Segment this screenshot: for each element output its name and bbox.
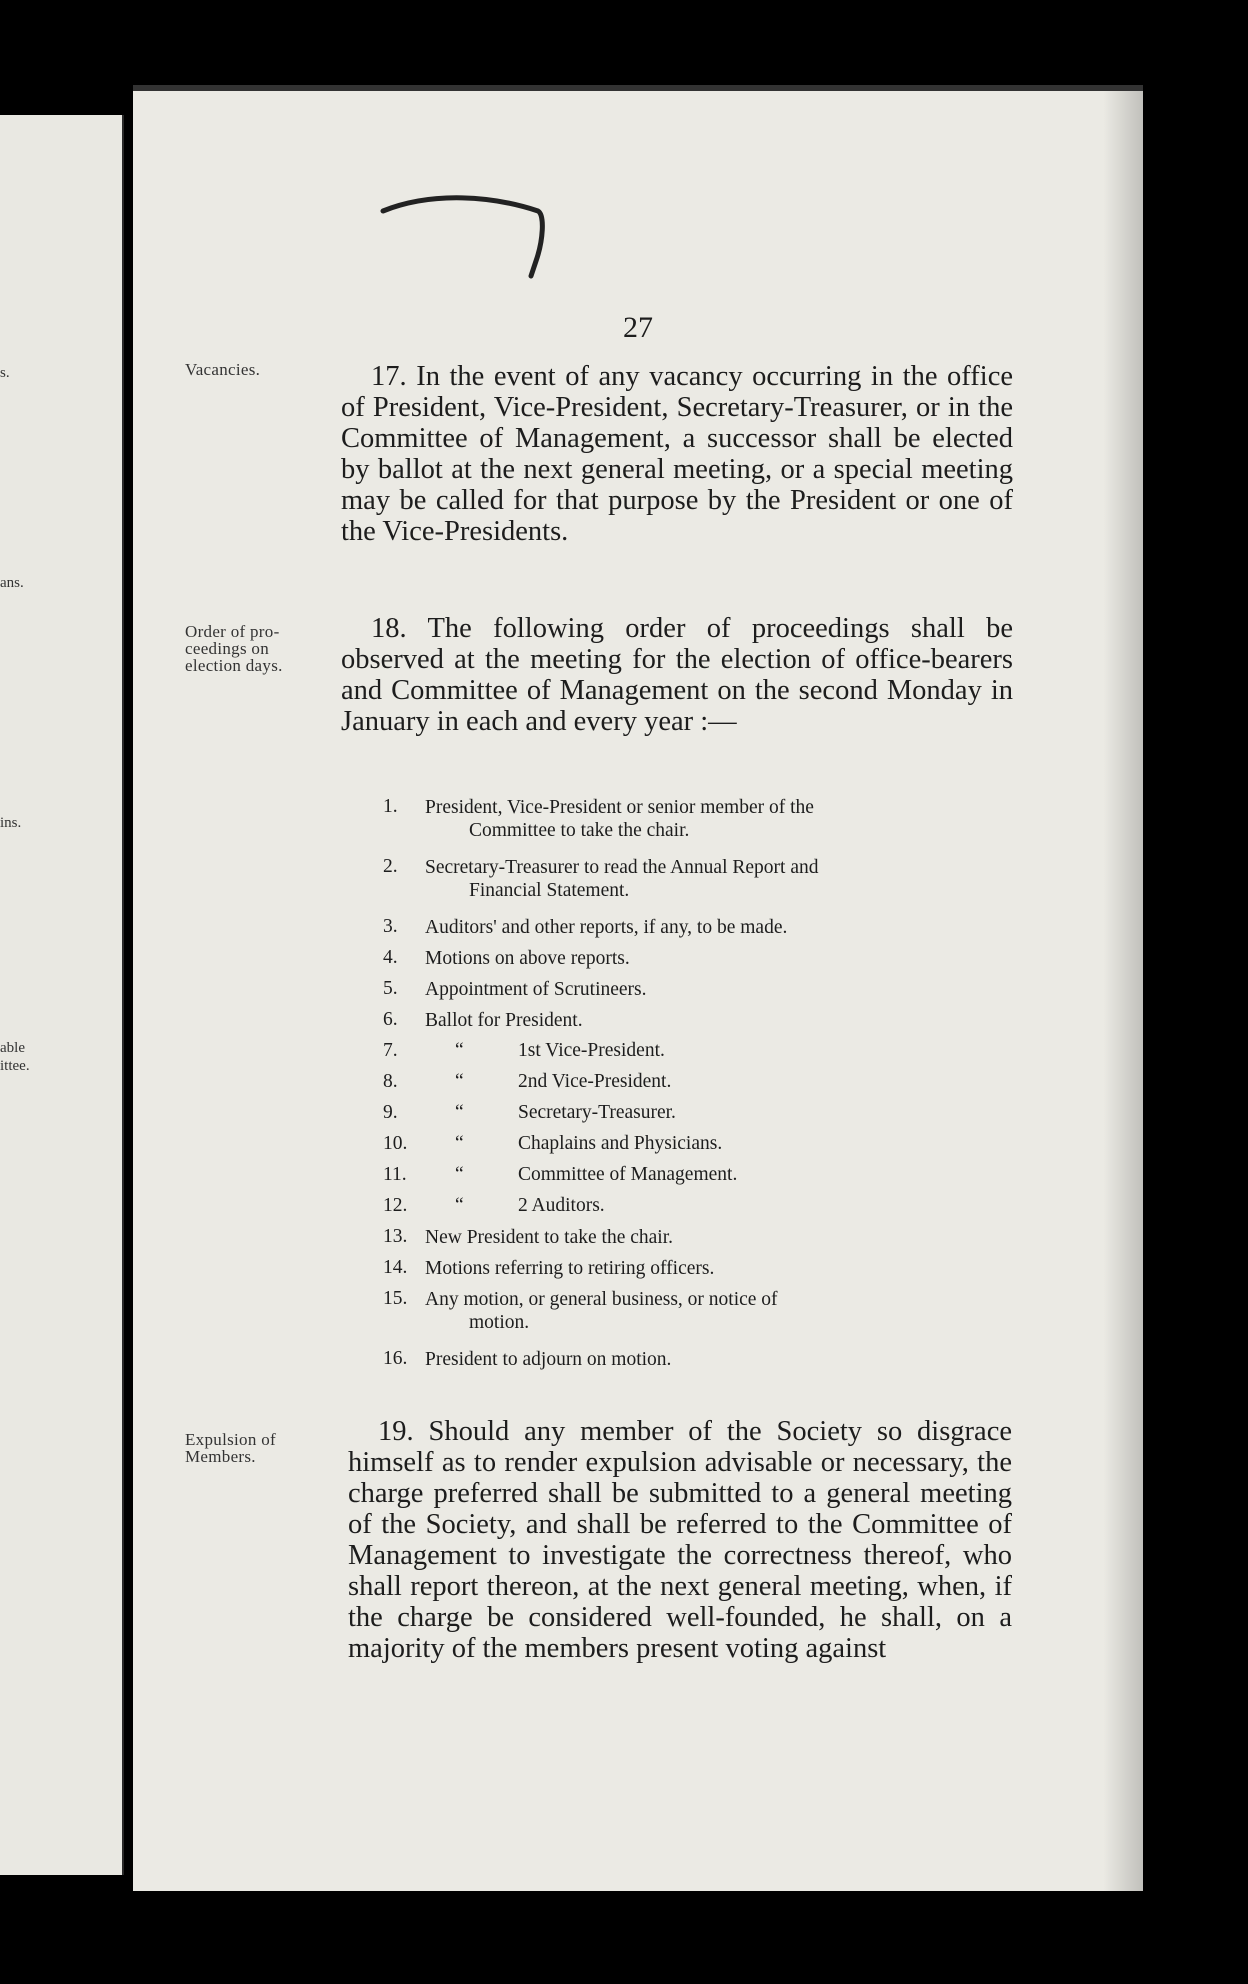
list-text: Auditors' and other reports, if any, to be made. — [425, 917, 788, 938]
list-text: Secretary-Treasurer. — [518, 1102, 676, 1123]
list-text: Ballot for President. — [425, 1010, 583, 1031]
left-fragment: ins. — [0, 815, 22, 831]
list-text: 1st Vice-President. — [518, 1040, 665, 1061]
ditto-mark: “ — [455, 1040, 464, 1061]
left-fragment: s. — [0, 365, 10, 381]
list-number: 5. — [383, 978, 398, 999]
list-text: Appointment of Scrutineers. — [425, 979, 647, 1000]
paragraph-19: 19. Should any member of the Society so disgrace himself as to render expulsion advisable or necessary, the charge preferred shall be submitted to a general meeting of the Society, and shall be referred to the Committee of Management to investigate the correctness thereof, who shall report thereon, at the next general meeting, when, if the charge be considered well-founded, he shall, on a majority of the members present voting against — [348, 1416, 1012, 1664]
list-text: Committee of Management. — [518, 1164, 738, 1185]
list-number: 14. — [383, 1257, 408, 1278]
document-page — [133, 85, 1143, 1891]
list-number: 6. — [383, 1009, 398, 1030]
ditto-mark: “ — [455, 1071, 464, 1092]
ditto-mark: “ — [455, 1102, 464, 1123]
margin-note-line: Expulsion of — [185, 1430, 276, 1449]
list-text: President to adjourn on motion. — [425, 1349, 672, 1370]
list-number: 10. — [383, 1133, 408, 1154]
list-line: Financial Statement. — [469, 880, 630, 901]
left-fragment: ittee. — [0, 1058, 30, 1074]
paragraph-18: 18. The following order of proceedings shall be observed at the meeting for the election of office-bearers and Committee of Management on the second Monday in January in each and every year :— — [341, 613, 1013, 737]
list-number: 1. — [383, 796, 398, 817]
margin-note-expulsion — [185, 1431, 276, 1465]
margin-note-line: Order of pro- — [185, 622, 280, 641]
list-line: President, Vice-President or senior member of the — [425, 797, 814, 818]
list-number: 16. — [383, 1348, 408, 1369]
list-line: motion. — [469, 1312, 530, 1333]
margin-note-line: election days. — [185, 656, 283, 675]
list-text: 2nd Vice-President. — [518, 1071, 672, 1092]
margin-note-line: Members. — [185, 1447, 256, 1466]
list-text: Chaplains and Physicians. — [518, 1133, 723, 1154]
margin-note-line: ceedings on — [185, 639, 270, 658]
list-number: 15. — [383, 1288, 408, 1309]
list-text: 2 Auditors. — [518, 1195, 605, 1216]
list-number: 12. — [383, 1195, 408, 1216]
left-fragment: ans. — [0, 575, 24, 591]
left-fragment: able — [0, 1040, 25, 1056]
margin-note-vacancies: Vacancies. — [185, 360, 261, 379]
page-number: 27 — [623, 311, 653, 344]
list-line: Any motion, or general business, or notice of — [425, 1289, 778, 1310]
margin-note-order — [185, 623, 283, 674]
previous-page-edge — [0, 115, 124, 1875]
ditto-mark: “ — [455, 1195, 464, 1216]
list-number: 7. — [383, 1040, 398, 1061]
list-number: 2. — [383, 856, 398, 877]
list-number: 3. — [383, 916, 398, 937]
list-number: 9. — [383, 1102, 398, 1123]
paragraph-17: 17. In the event of any vacancy occurring in the office of President, Vice-President, Secretary-Treasurer, or in the Committee of Management, a successor shall be elected by ballot at the next general meeting, or a special meeting may be called for that purpose by the President or one of the Vice-Presidents. — [341, 361, 1013, 547]
list-text: Motions referring to retiring officers. — [425, 1258, 715, 1279]
ditto-mark: “ — [455, 1133, 464, 1154]
list-line: Secretary-Treasurer to read the Annual Report and — [425, 857, 819, 878]
list-text — [425, 796, 1015, 842]
list-text: New President to take the chair. — [425, 1227, 674, 1248]
ditto-mark: “ — [455, 1164, 464, 1185]
list-number: 4. — [383, 947, 398, 968]
list-number: 8. — [383, 1071, 398, 1092]
list-line: Committee to take the chair. — [469, 820, 690, 841]
list-number: 11. — [383, 1164, 407, 1185]
pencil-mark — [373, 151, 633, 301]
list-text: Motions on above reports. — [425, 948, 630, 969]
list-number: 13. — [383, 1226, 408, 1247]
list-text — [425, 1288, 1015, 1334]
list-text — [425, 856, 1015, 902]
